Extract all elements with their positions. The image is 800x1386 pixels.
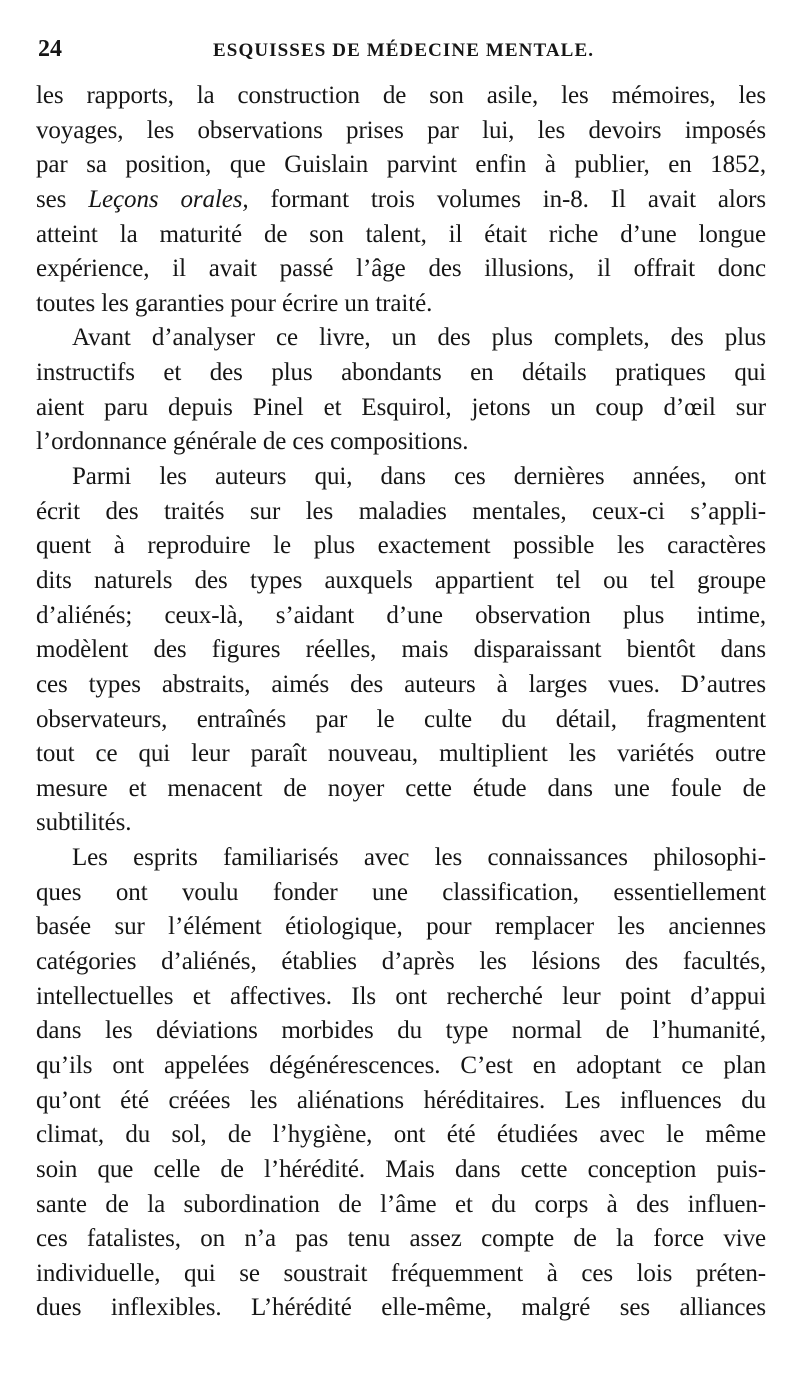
text-line: ces fatalistes, on n’a pas tenu assez compte de la force vive — [36, 1225, 766, 1253]
text-line: dues inflexibles. L’hérédité elle-même, malgré ses alliances — [36, 1294, 766, 1322]
page-header — [36, 34, 760, 64]
text-line: modèlent des figures réelles, mais disparaissant bientôt dans — [36, 636, 766, 664]
text-line: dits naturels des types auxquels appartient tel ou tel groupe — [36, 566, 766, 594]
page-number: 24 — [38, 36, 62, 62]
text-line: aient paru depuis Pinel et Esquirol, jetons un coup d’œil sur — [36, 393, 766, 421]
text-line: qu’ont été créées les aliénations héréditaires. Les influences du — [36, 1086, 766, 1114]
paragraph-start-line: Avant d’analyser ce livre, un des plus complets, des plus — [72, 324, 766, 352]
text-line: observateurs, entraînés par le culte du détail, fragmentent — [36, 705, 766, 733]
text-line: tout ce qui leur paraît nouveau, multiplient les variétés outre — [36, 740, 766, 768]
text-fragment: ses — [36, 185, 67, 213]
text-line: d’aliénés; ceux-là, s’aidant d’une observation plus intime, — [36, 601, 766, 629]
running-title: ESQUISSES DE MÉDECINE MENTALE. — [213, 40, 595, 61]
text-line: ques ont voulu fonder une classification, essentiellement — [36, 878, 766, 906]
text-line: expérience, il avait passé l’âge des illusions, il offrait donc — [36, 255, 766, 283]
text-line: l’ordonnance générale de ces compositions. — [36, 428, 469, 456]
text-line: subtilités. — [36, 809, 132, 837]
text-line: individuelle, qui se soustrait fréquemment à ces lois préten- — [36, 1259, 766, 1287]
text-line: quent à reproduire le plus exactement possible les caractères — [36, 532, 766, 560]
paragraph-start-line: Parmi les auteurs qui, dans ces dernières années, ont — [72, 463, 766, 491]
text-fragment: formant trois volumes in-8. Il avait alors — [270, 185, 766, 213]
body-text — [36, 79, 766, 1326]
text-line: climat, du sol, de l’hygiène, ont été étudiées avec le même — [36, 1121, 766, 1149]
text-line: voyages, les observations prises par lui, les devoirs imposés — [36, 116, 766, 144]
text-line: les rapports, la construction de son asile, les mémoires, les — [36, 82, 766, 109]
paragraph-start-line: Les esprits familiarisés avec les connaissances philosophi- — [72, 844, 766, 872]
text-line: toutes les garanties pour écrire un traité. — [36, 289, 433, 317]
book-title-italic: Leçons orales, — [88, 185, 249, 213]
text-line — [36, 183, 766, 218]
text-line: soin que celle de l’hérédité. Mais dans cette conception puis- — [36, 1155, 766, 1183]
text-line: dans les déviations morbides du type normal de l’humanité, — [36, 1017, 766, 1045]
text-line: mesure et menacent de noyer cette étude dans une foule de — [36, 774, 766, 802]
text-line: atteint la maturité de son talent, il était riche d’une longue — [36, 220, 766, 248]
text-line: instructifs et des plus abondants en détails pratiques qui — [36, 359, 766, 387]
text-line: catégories d’aliénés, établies d’après les lésions des facultés, — [36, 948, 766, 976]
text-line: par sa position, que Guislain parvint enfin à publier, en 1852, — [36, 151, 766, 179]
text-line: qu’ils ont appelées dégénérescences. C’est en adoptant ce plan — [36, 1051, 766, 1079]
text-line: écrit des traités sur les maladies mentales, ceux-ci s’appli- — [36, 497, 766, 525]
text-line: basée sur l’élément étiologique, pour remplacer les anciennes — [36, 913, 766, 941]
text-line: ces types abstraits, aimés des auteurs à larges vues. D’autres — [36, 670, 766, 698]
text-line: sante de la subordination de l’âme et du corps à des influen- — [36, 1190, 766, 1218]
text-line: intellectuelles et affectives. Ils ont recherché leur point d’appui — [36, 982, 766, 1010]
